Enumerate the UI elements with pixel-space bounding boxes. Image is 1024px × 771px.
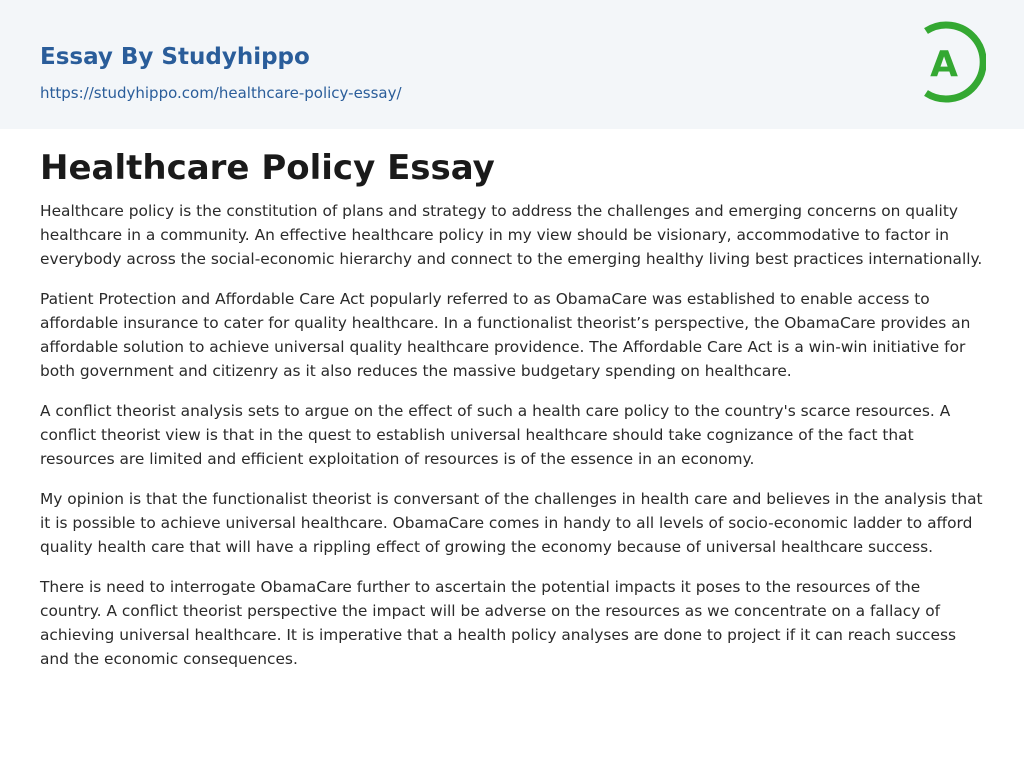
logo-letter: A bbox=[930, 44, 958, 85]
essay-paragraph-5: There is need to interrogate ObamaCare further to ascertain the potential impacts it poses to the resources of the country. A conflict theorist perspective the impact will be adverse on the resources as we concentrate on a fallacy of achieving universal healthcare. It is imperative that a health policy analyses are done to project if it can reach success and the economic consequences. bbox=[40, 578, 956, 668]
studyhippo-logo-icon[interactable] bbox=[916, 19, 986, 105]
site-brand[interactable]: Essay By Studyhippo bbox=[40, 44, 310, 70]
essay-paragraph-1: Healthcare policy is the constitution of plans and strategy to address the challenges and emerging concerns on quality healthcare in a community. An effective healthcare policy in my view should be visionary, accommodative to factor in everybody across the social-economic hierarchy and connect to the emerging healthy living best practices internationally. bbox=[40, 202, 983, 268]
essay-paragraph-3: A conflict theorist analysis sets to argue on the effect of such a health care policy to the country's scarce resources. A conflict theorist view is that in the quest to establish universal healthcare should take cognizance of the fact that resources are limited and efficient exploitation of resources is of the essence in an economy. bbox=[40, 402, 951, 468]
essay-paragraph-4: My opinion is that the functionalist theorist is conversant of the challenges in health care and believes in the analysis that it is possible to achieve universal healthcare. ObamaCare comes in handy to all levels of socio-economic ladder to afford quality health care that will have a rippling effect of growing the economy because of universal healthcare success. bbox=[40, 490, 983, 556]
article-body bbox=[0, 147, 1024, 671]
essay-title: Healthcare Policy Essay bbox=[40, 148, 495, 188]
site-header bbox=[0, 0, 1024, 129]
essay-url-link[interactable]: https://studyhippo.com/healthcare-policy-essay/ bbox=[40, 84, 402, 102]
essay-paragraph-2: Patient Protection and Affordable Care Act popularly referred to as ObamaCare was established to enable access to affordable insurance to cater for quality healthcare. In a functionalist theorist’s perspective, the ObamaCare provides an affordable solution to achieve universal quality healthcare providence. The Affordable Care Act is a win-win initiative for both government and citizenry as it also reduces the massive budgetary spending on healthcare. bbox=[40, 290, 971, 380]
